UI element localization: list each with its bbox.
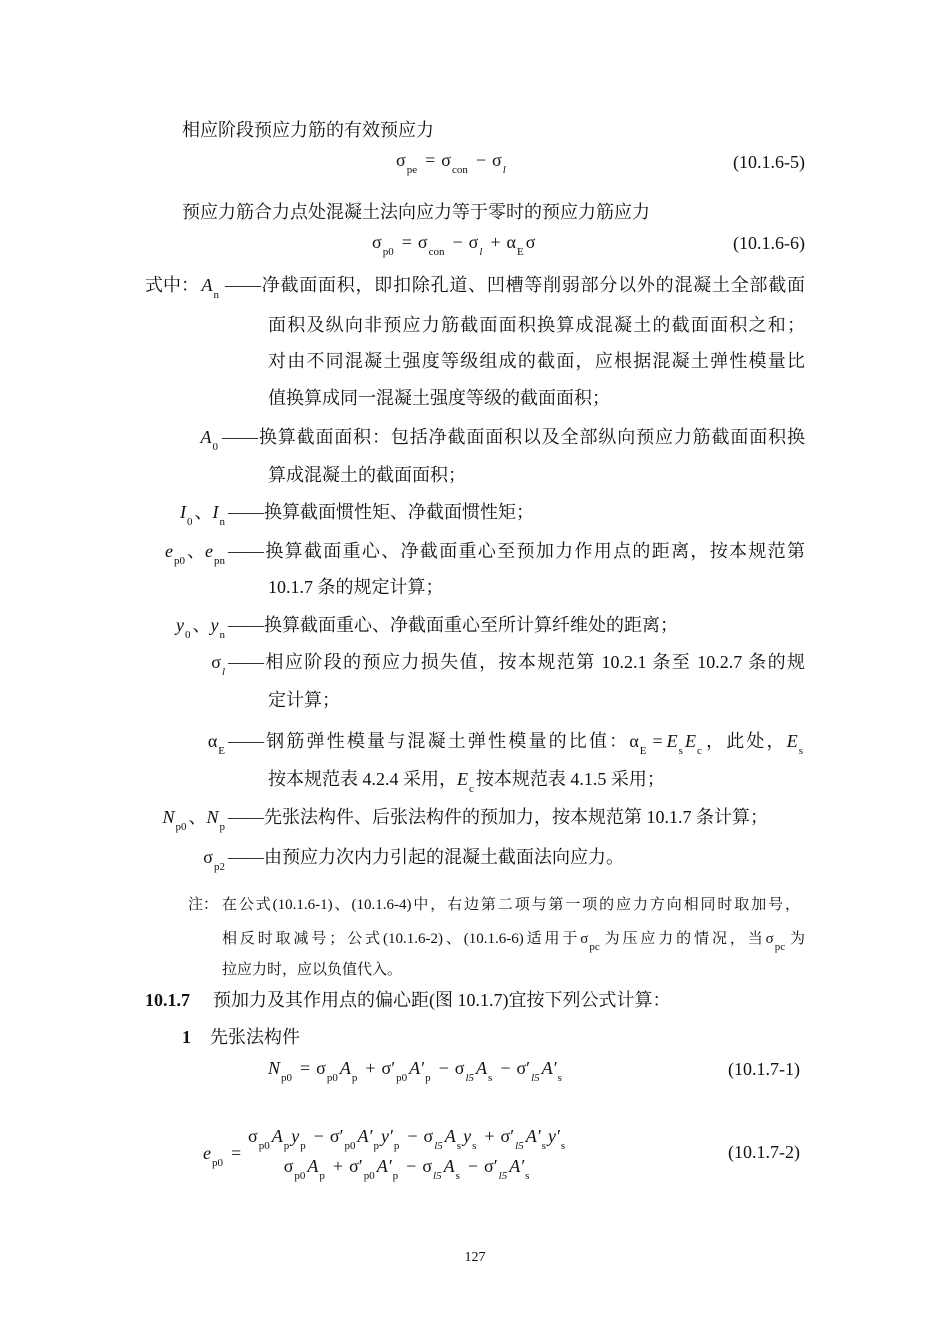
- math-subscript: l5: [515, 1140, 524, 1152]
- math-symbol: [423, 1126, 443, 1152]
- math-subscript: n: [219, 516, 225, 528]
- symbol-y-0-y-n: [176, 613, 227, 640]
- math-base: A: [476, 1058, 488, 1078]
- math-symbol: [541, 1058, 562, 1084]
- math-subscript: p0: [175, 821, 187, 833]
- math-symbol: [206, 807, 225, 833]
- math-symbol: [396, 150, 418, 176]
- note-line-2: [222, 928, 805, 951]
- math-subscript: p: [283, 1140, 290, 1152]
- math-subscript: p: [351, 1072, 358, 1084]
- equation-label-10-1-7-1: (10.1.7-1): [728, 1059, 800, 1079]
- equation-label-10-1-6-5: (10.1.6-5): [733, 152, 805, 172]
- math-base: I: [212, 502, 219, 522]
- math-subscript: p0: [344, 1140, 356, 1152]
- math-subscript: p0: [363, 1170, 375, 1182]
- math-symbol: [180, 502, 193, 528]
- definition-sigma-l-line-2: 定计算；: [268, 690, 340, 710]
- math-subscript: 0: [187, 516, 193, 528]
- math-operator: −: [406, 1156, 417, 1176]
- symbol-e-p0-e-pn: [165, 539, 227, 566]
- math-base: σ: [203, 847, 213, 867]
- math-subscript: s: [525, 1170, 530, 1182]
- math-symbol: [525, 1126, 546, 1152]
- math-operator: =: [652, 731, 663, 751]
- math-base: e: [165, 541, 173, 561]
- definition-i-line-1: ——换算截面惯性矩、净截面惯性矩；: [228, 502, 534, 522]
- math-base: y: [463, 1126, 472, 1146]
- math-symbol: [212, 502, 226, 528]
- math-subscript: 0: [185, 629, 191, 641]
- definition-alpha-e-line-1: [228, 729, 805, 756]
- math-symbol: [349, 1156, 375, 1182]
- math-base: σ: [211, 652, 221, 672]
- math-operator: +: [332, 1156, 344, 1176]
- math-base: σ′: [329, 1126, 344, 1146]
- math-base: y: [176, 615, 184, 635]
- math-symbol: [268, 1058, 293, 1084]
- math-base: E: [457, 769, 468, 789]
- math-base: σ: [422, 1156, 433, 1176]
- equation-10-1-6-6: [372, 230, 537, 257]
- definition-a-n-line-3: 对由不同混凝土强度等级组成的截面，应根据混凝土弹性模量比: [268, 351, 805, 371]
- where-label: 式中：: [145, 275, 199, 295]
- math-subscript: p0: [281, 1072, 293, 1084]
- math-base: σ: [417, 232, 428, 252]
- math-symbol: [476, 1058, 493, 1084]
- math-base: y′: [380, 1126, 393, 1146]
- math-symbol: [203, 1143, 223, 1169]
- definition-a-n-line-1: ——净截面面积，即扣除孔道、凹槽等削弱部分以外的混凝土全部截面: [225, 275, 805, 295]
- math-subscript: s: [472, 1140, 477, 1152]
- math-subscript: l: [479, 246, 483, 258]
- math-subscript: p0: [294, 1170, 306, 1182]
- math-symbol: [580, 931, 600, 953]
- math-symbol: [765, 931, 786, 953]
- math-base: A′: [357, 1126, 373, 1146]
- symbol-e-c: [457, 769, 476, 795]
- math-operator: +: [490, 232, 501, 252]
- math-operator: +: [484, 1126, 495, 1146]
- math-subscript: pn: [214, 555, 225, 567]
- math-subscript: l5: [433, 1170, 442, 1182]
- definition-y-line-1: ——换算截面重心、净截面重心至所计算纤维处的距离；: [228, 615, 678, 635]
- note-line-3: 拉应力时，应以负值代入。: [222, 962, 403, 978]
- symbol-a-0: [201, 425, 221, 452]
- definition-alpha-e-line-2: [268, 767, 665, 794]
- symbol-n-p0-n-p: [162, 805, 227, 832]
- math-subscript: s: [488, 1072, 493, 1084]
- equation-10-1-7-2-numerator: [248, 1124, 567, 1154]
- math-symbol: [666, 731, 683, 757]
- math-subscript: p0: [326, 1072, 338, 1084]
- math-subscript: n: [219, 629, 225, 641]
- math-symbol: [207, 731, 225, 757]
- math-base: A′: [409, 1058, 425, 1078]
- math-symbol: [454, 1058, 475, 1084]
- math-base: y′: [547, 1126, 560, 1146]
- math-symbol: [200, 427, 219, 453]
- math-symbol: [422, 1156, 442, 1182]
- intro-effective-prestress: 相应阶段预应力筋的有效预应力: [182, 120, 434, 140]
- math-base: A: [443, 1156, 455, 1176]
- math-subscript: s: [557, 1072, 562, 1084]
- math-operator: =: [231, 1143, 242, 1163]
- math-separator: 、: [194, 502, 213, 522]
- definition-sigma-l-line-1: ——相应阶段的预应力损失值，按本规范第 10.2.1 条至 10.2.7 条的规: [228, 652, 805, 672]
- math-base: α: [207, 731, 218, 751]
- math-symbol: [684, 731, 702, 757]
- math-base: A: [271, 1126, 283, 1146]
- math-base: A: [200, 427, 212, 447]
- symbol-e-s: [786, 731, 805, 757]
- math-subscript: s: [541, 1140, 546, 1152]
- math-base: A: [201, 275, 213, 295]
- math-base: y: [291, 1126, 300, 1146]
- math-operator: −: [500, 1058, 511, 1078]
- math-symbol: [210, 615, 226, 641]
- math-subscript: p: [373, 1140, 379, 1152]
- math-subscript: con: [451, 164, 468, 176]
- math-base: σ: [454, 1058, 465, 1078]
- note-line-1: 在公式(10.1.6-1)、(10.1.6-4)中，右边第二项与第一项的应力方向相同时取加号，: [222, 897, 800, 913]
- note-text: 为压应力的情况，当: [601, 931, 766, 947]
- math-symbol: [271, 1126, 290, 1152]
- math-subscript: con: [428, 246, 445, 258]
- math-base: N: [268, 1058, 281, 1078]
- math-separator: 、: [187, 541, 205, 561]
- math-subscript: p0: [174, 555, 185, 567]
- math-symbol: [307, 1156, 325, 1182]
- equation-10-1-7-2-fraction: [248, 1124, 567, 1184]
- math-subscript: s: [678, 745, 683, 757]
- math-symbol: [372, 232, 394, 258]
- math-base: σ′: [349, 1156, 363, 1176]
- math-base: N: [206, 807, 219, 827]
- equation-10-1-7-1: [268, 1056, 564, 1083]
- math-operator: −: [475, 150, 486, 170]
- definition-e-line-1: ——换算截面重心、净截面重心至预加力作用点的距离，按本规范第: [228, 541, 805, 561]
- math-symbol: [492, 150, 506, 176]
- math-base: σ: [248, 1126, 258, 1146]
- math-symbol: [509, 1156, 530, 1182]
- math-separator: 、: [192, 615, 211, 635]
- note-text: 为: [787, 931, 805, 947]
- math-subscript: l5: [434, 1140, 443, 1152]
- definition-text: ，此处，: [703, 731, 787, 751]
- math-subscript: p0: [382, 246, 394, 258]
- definition-text: 按本规范表 4.2.4 采用，: [268, 769, 457, 789]
- math-base: σ: [580, 931, 589, 947]
- math-base: A: [444, 1126, 456, 1146]
- math-base: σ′: [500, 1126, 515, 1146]
- definition-sigma-p2-line-1: ——由预应力次内力引起的混凝土截面法向应力。: [228, 847, 624, 867]
- math-symbol: [463, 1126, 477, 1152]
- math-symbol: [211, 652, 225, 678]
- math-base: e: [205, 541, 213, 561]
- math-base: σ: [525, 232, 536, 252]
- math-symbol: [283, 1156, 306, 1182]
- math-operator: −: [407, 1126, 418, 1146]
- math-subscript: c: [469, 783, 474, 795]
- math-symbol: [291, 1126, 306, 1152]
- clause-number: 10.1.7: [145, 990, 190, 1010]
- item-number: 1: [182, 1027, 191, 1047]
- math-base: σ′: [516, 1058, 531, 1078]
- math-base: σ: [765, 931, 774, 947]
- math-subscript: 0: [212, 441, 218, 453]
- math-symbol: [316, 1058, 338, 1084]
- math-subscript: p0: [396, 1072, 408, 1084]
- math-subscript: p: [425, 1072, 431, 1084]
- math-operator: −: [467, 1156, 479, 1176]
- math-symbol: [547, 1126, 566, 1152]
- math-operator: −: [313, 1126, 324, 1146]
- math-symbol: [205, 541, 225, 567]
- math-symbol: [526, 232, 536, 252]
- math-base: σ: [423, 1126, 434, 1146]
- math-symbol: [506, 232, 524, 258]
- math-base: A′: [509, 1156, 525, 1176]
- math-symbol: [339, 1058, 358, 1084]
- math-base: A′: [541, 1058, 557, 1078]
- symbol-sigma-pc: [765, 931, 787, 953]
- math-symbol: [441, 150, 468, 176]
- math-subscript: p: [319, 1170, 325, 1182]
- math-symbol: [357, 1126, 379, 1152]
- math-base: E: [684, 731, 696, 751]
- note-label: 注：: [188, 897, 219, 913]
- item-title: 先张法构件: [210, 1027, 300, 1047]
- math-subscript: l: [221, 666, 225, 678]
- math-subscript: p: [300, 1140, 306, 1152]
- math-base: e: [203, 1143, 211, 1163]
- math-symbol: [629, 731, 647, 757]
- page-number: 127: [464, 1250, 486, 1265]
- math-base: σ: [372, 232, 382, 252]
- definition-a-n-line-2: 面积及纵向非预应力筋截面面积换算成混凝土的截面面积之和；: [268, 315, 805, 335]
- math-subscript: E: [516, 246, 524, 258]
- math-operator: −: [438, 1058, 449, 1078]
- math-symbol: [329, 1126, 356, 1152]
- math-symbol: [176, 615, 191, 641]
- definition-a-0-line-1: ——换算截面面积：包括净截面面积以及全部纵向预应力筋截面面积换: [222, 427, 805, 447]
- math-base: A: [307, 1156, 319, 1176]
- symbol-alpha-e: [208, 729, 227, 756]
- equation-10-1-7-2-denominator: [284, 1154, 532, 1184]
- math-subscript: l5: [498, 1170, 508, 1182]
- math-base: y: [210, 615, 219, 635]
- math-subscript: pc: [774, 941, 786, 953]
- math-subscript: p: [392, 1170, 399, 1182]
- math-symbol: [417, 232, 445, 258]
- math-subscript: s: [456, 1140, 462, 1152]
- math-base: α: [629, 731, 639, 751]
- symbol-i-0-i-n: [180, 500, 227, 527]
- definition-text: 按本规范表 4.1.5 采用；: [475, 769, 665, 789]
- equation-10-1-7-2-lhs: [203, 1141, 247, 1168]
- math-base: σ: [283, 1156, 294, 1176]
- math-subscript: p0: [258, 1140, 270, 1152]
- math-subscript: s: [455, 1170, 460, 1182]
- math-symbol: [484, 1156, 508, 1182]
- math-symbol: [786, 731, 804, 757]
- symbol-a-n: [202, 273, 222, 300]
- math-base: A′: [525, 1126, 541, 1146]
- math-base: E: [666, 731, 678, 751]
- math-subscript: l5: [465, 1072, 475, 1084]
- math-base: σ: [492, 150, 502, 170]
- math-symbol: [201, 275, 220, 301]
- math-base: σ′: [484, 1156, 498, 1176]
- math-subscript: p2: [214, 861, 225, 873]
- math-subscript: l: [502, 164, 506, 176]
- math-symbol: [443, 1156, 460, 1182]
- math-subscript: E: [639, 745, 647, 757]
- equation-label-10-1-6-6: (10.1.6-6): [733, 233, 805, 253]
- math-subscript: p0: [212, 1157, 223, 1169]
- math-base: A′: [376, 1156, 392, 1176]
- math-symbol: [380, 1126, 400, 1152]
- math-separator: 、: [188, 807, 207, 827]
- math-subscript: c: [696, 745, 702, 757]
- math-symbol: [457, 769, 474, 795]
- math-symbol: [500, 1126, 524, 1152]
- math-base: E: [786, 731, 798, 751]
- symbol-sigma-pc: [580, 931, 601, 953]
- math-symbol: [381, 1058, 408, 1084]
- math-symbol: [516, 1058, 540, 1084]
- math-base: σ′: [381, 1058, 396, 1078]
- intro-zero-stress-prestress: 预应力筋合力点处混凝土法向应力等于零时的预应力筋应力: [182, 202, 650, 222]
- math-base: σ: [316, 1058, 326, 1078]
- math-base: σ: [396, 150, 406, 170]
- math-operator: =: [401, 232, 412, 252]
- definition-a-n-line-4: 值换算成同一混凝土强度等级的截面面积；: [268, 388, 610, 408]
- definition-a-0-line-2: 算成混凝土的截面面积；: [268, 465, 466, 485]
- equation-10-1-6-5: [396, 148, 508, 175]
- math-subscript: p: [219, 821, 225, 833]
- math-operator: +: [365, 1058, 376, 1078]
- modulus-ratio-expression: [629, 731, 704, 757]
- math-symbol: [376, 1156, 399, 1182]
- math-subscript: p: [393, 1140, 400, 1152]
- definition-n-line-1: ——先张法构件、后张法构件的预加力，按本规范第 10.1.7 条计算；: [228, 807, 768, 827]
- math-base: σ: [468, 232, 479, 252]
- note-text: 相反时取减号；公式(10.1.6-2)、(10.1.6-6)适用于: [222, 931, 581, 947]
- symbol-sigma-p2: [203, 845, 227, 872]
- math-symbol: [444, 1126, 462, 1152]
- math-symbol: [203, 847, 225, 873]
- math-symbol: [162, 807, 187, 833]
- math-base: α: [506, 232, 516, 252]
- math-base: I: [180, 502, 186, 522]
- math-symbol: [165, 541, 185, 567]
- math-symbol: [409, 1058, 431, 1084]
- symbol-sigma-l: [211, 650, 227, 677]
- math-operator: =: [425, 150, 436, 170]
- math-base: N: [162, 807, 175, 827]
- math-subscript: pc: [589, 941, 600, 953]
- definition-e-line-2: 10.1.7 条的规定计算；: [268, 577, 444, 597]
- math-base: A: [339, 1058, 351, 1078]
- definition-text: ——钢筋弹性模量与混凝土弹性模量的比值：: [228, 731, 630, 751]
- math-subscript: pe: [406, 164, 418, 176]
- math-operator: =: [300, 1058, 311, 1078]
- math-symbol: [248, 1126, 270, 1152]
- math-subscript: s: [798, 745, 804, 757]
- clause-title: 预加力及其作用点的偏心距(图 10.1.7)宜按下列公式计算：: [213, 990, 671, 1010]
- math-symbol: [468, 232, 483, 258]
- math-base: σ: [441, 150, 451, 170]
- math-subscript: l5: [531, 1072, 540, 1084]
- math-subscript: n: [213, 289, 219, 301]
- math-subscript: E: [218, 745, 225, 757]
- equation-label-10-1-7-2: (10.1.7-2): [728, 1142, 800, 1162]
- math-subscript: s: [560, 1140, 566, 1152]
- math-operator: −: [452, 232, 463, 252]
